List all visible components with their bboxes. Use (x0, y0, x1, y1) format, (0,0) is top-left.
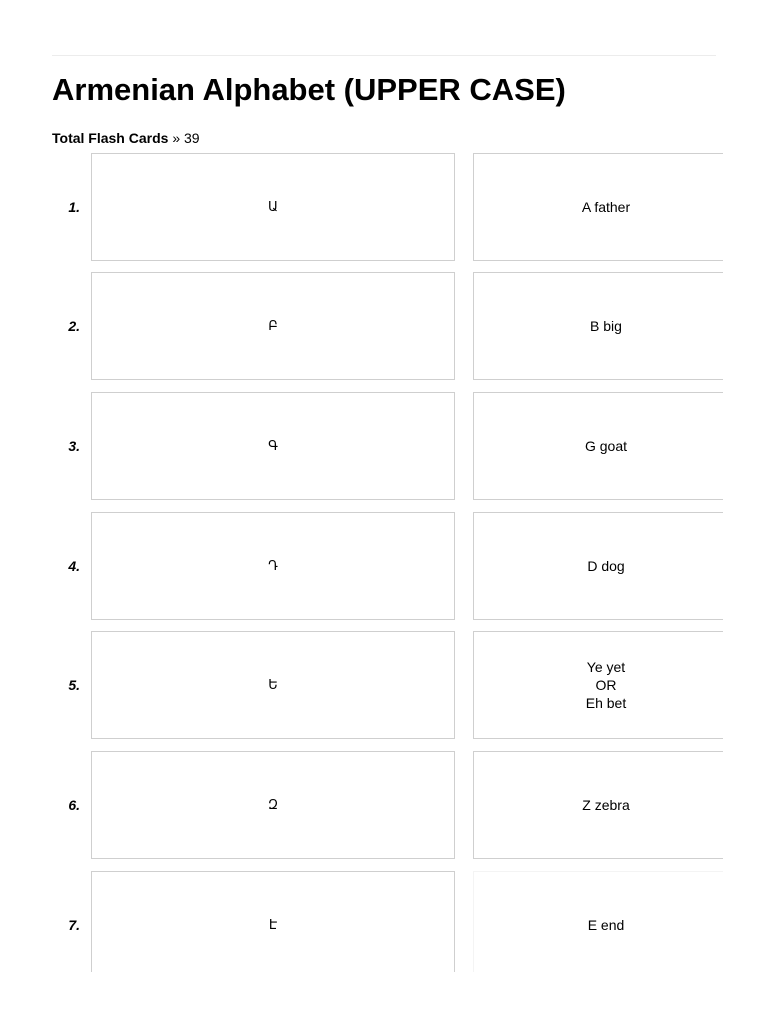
total-separator: » (168, 130, 185, 146)
total-label: Total Flash Cards (52, 130, 169, 146)
flash-card-row (0, 272, 768, 380)
card-front-text: Բ (268, 318, 278, 333)
flash-card-row (0, 392, 768, 500)
card-back[interactable] (473, 751, 739, 859)
card-back-text: B big (590, 318, 622, 334)
card-back-text: E end (587, 917, 625, 933)
card-front-text: Է (268, 917, 278, 932)
card-back[interactable] (473, 392, 739, 500)
card-back-text: G goat (584, 438, 628, 454)
card-number: 4. (68, 558, 80, 574)
card-number: 2. (68, 318, 80, 334)
flash-card-row (0, 512, 768, 620)
card-front-text: Դ (268, 558, 278, 573)
flash-card-row (0, 871, 768, 972)
card-front[interactable] (91, 871, 455, 972)
card-number: 6. (68, 797, 80, 813)
flash-card-row (0, 631, 768, 739)
card-back-text: Z zebra (582, 797, 630, 813)
card-front-text: Զ (267, 797, 279, 812)
page-title: Armenian Alphabet (UPPER CASE) (52, 72, 566, 107)
total-count: 39 (184, 130, 200, 146)
card-number: 3. (68, 438, 80, 454)
card-back[interactable] (473, 871, 739, 972)
card-number: 1. (68, 199, 80, 215)
card-number: 5. (68, 677, 80, 693)
flash-card-row (0, 153, 768, 261)
card-back[interactable] (473, 153, 739, 261)
flash-card-row (0, 751, 768, 859)
total-flash-cards (52, 129, 200, 147)
card-front[interactable] (91, 153, 455, 261)
card-front[interactable] (91, 751, 455, 859)
card-front-text: Ա (268, 199, 278, 214)
card-front[interactable] (91, 631, 455, 739)
card-back[interactable] (473, 272, 739, 380)
card-front[interactable] (91, 512, 455, 620)
card-back[interactable] (473, 631, 739, 739)
top-divider (52, 55, 716, 56)
card-back-text: A father (581, 199, 631, 215)
page-edge-mask (723, 0, 768, 1024)
card-back[interactable] (473, 512, 739, 620)
card-front-text: Ե (268, 677, 278, 692)
card-front[interactable] (91, 272, 455, 380)
flash-card-list (0, 153, 768, 972)
card-back-text: Ye yet OR Eh bet (585, 659, 627, 711)
card-number: 7. (68, 917, 80, 933)
card-front[interactable] (91, 392, 455, 500)
card-back-text: D dog (587, 558, 625, 574)
card-front-text: Գ (268, 438, 278, 453)
